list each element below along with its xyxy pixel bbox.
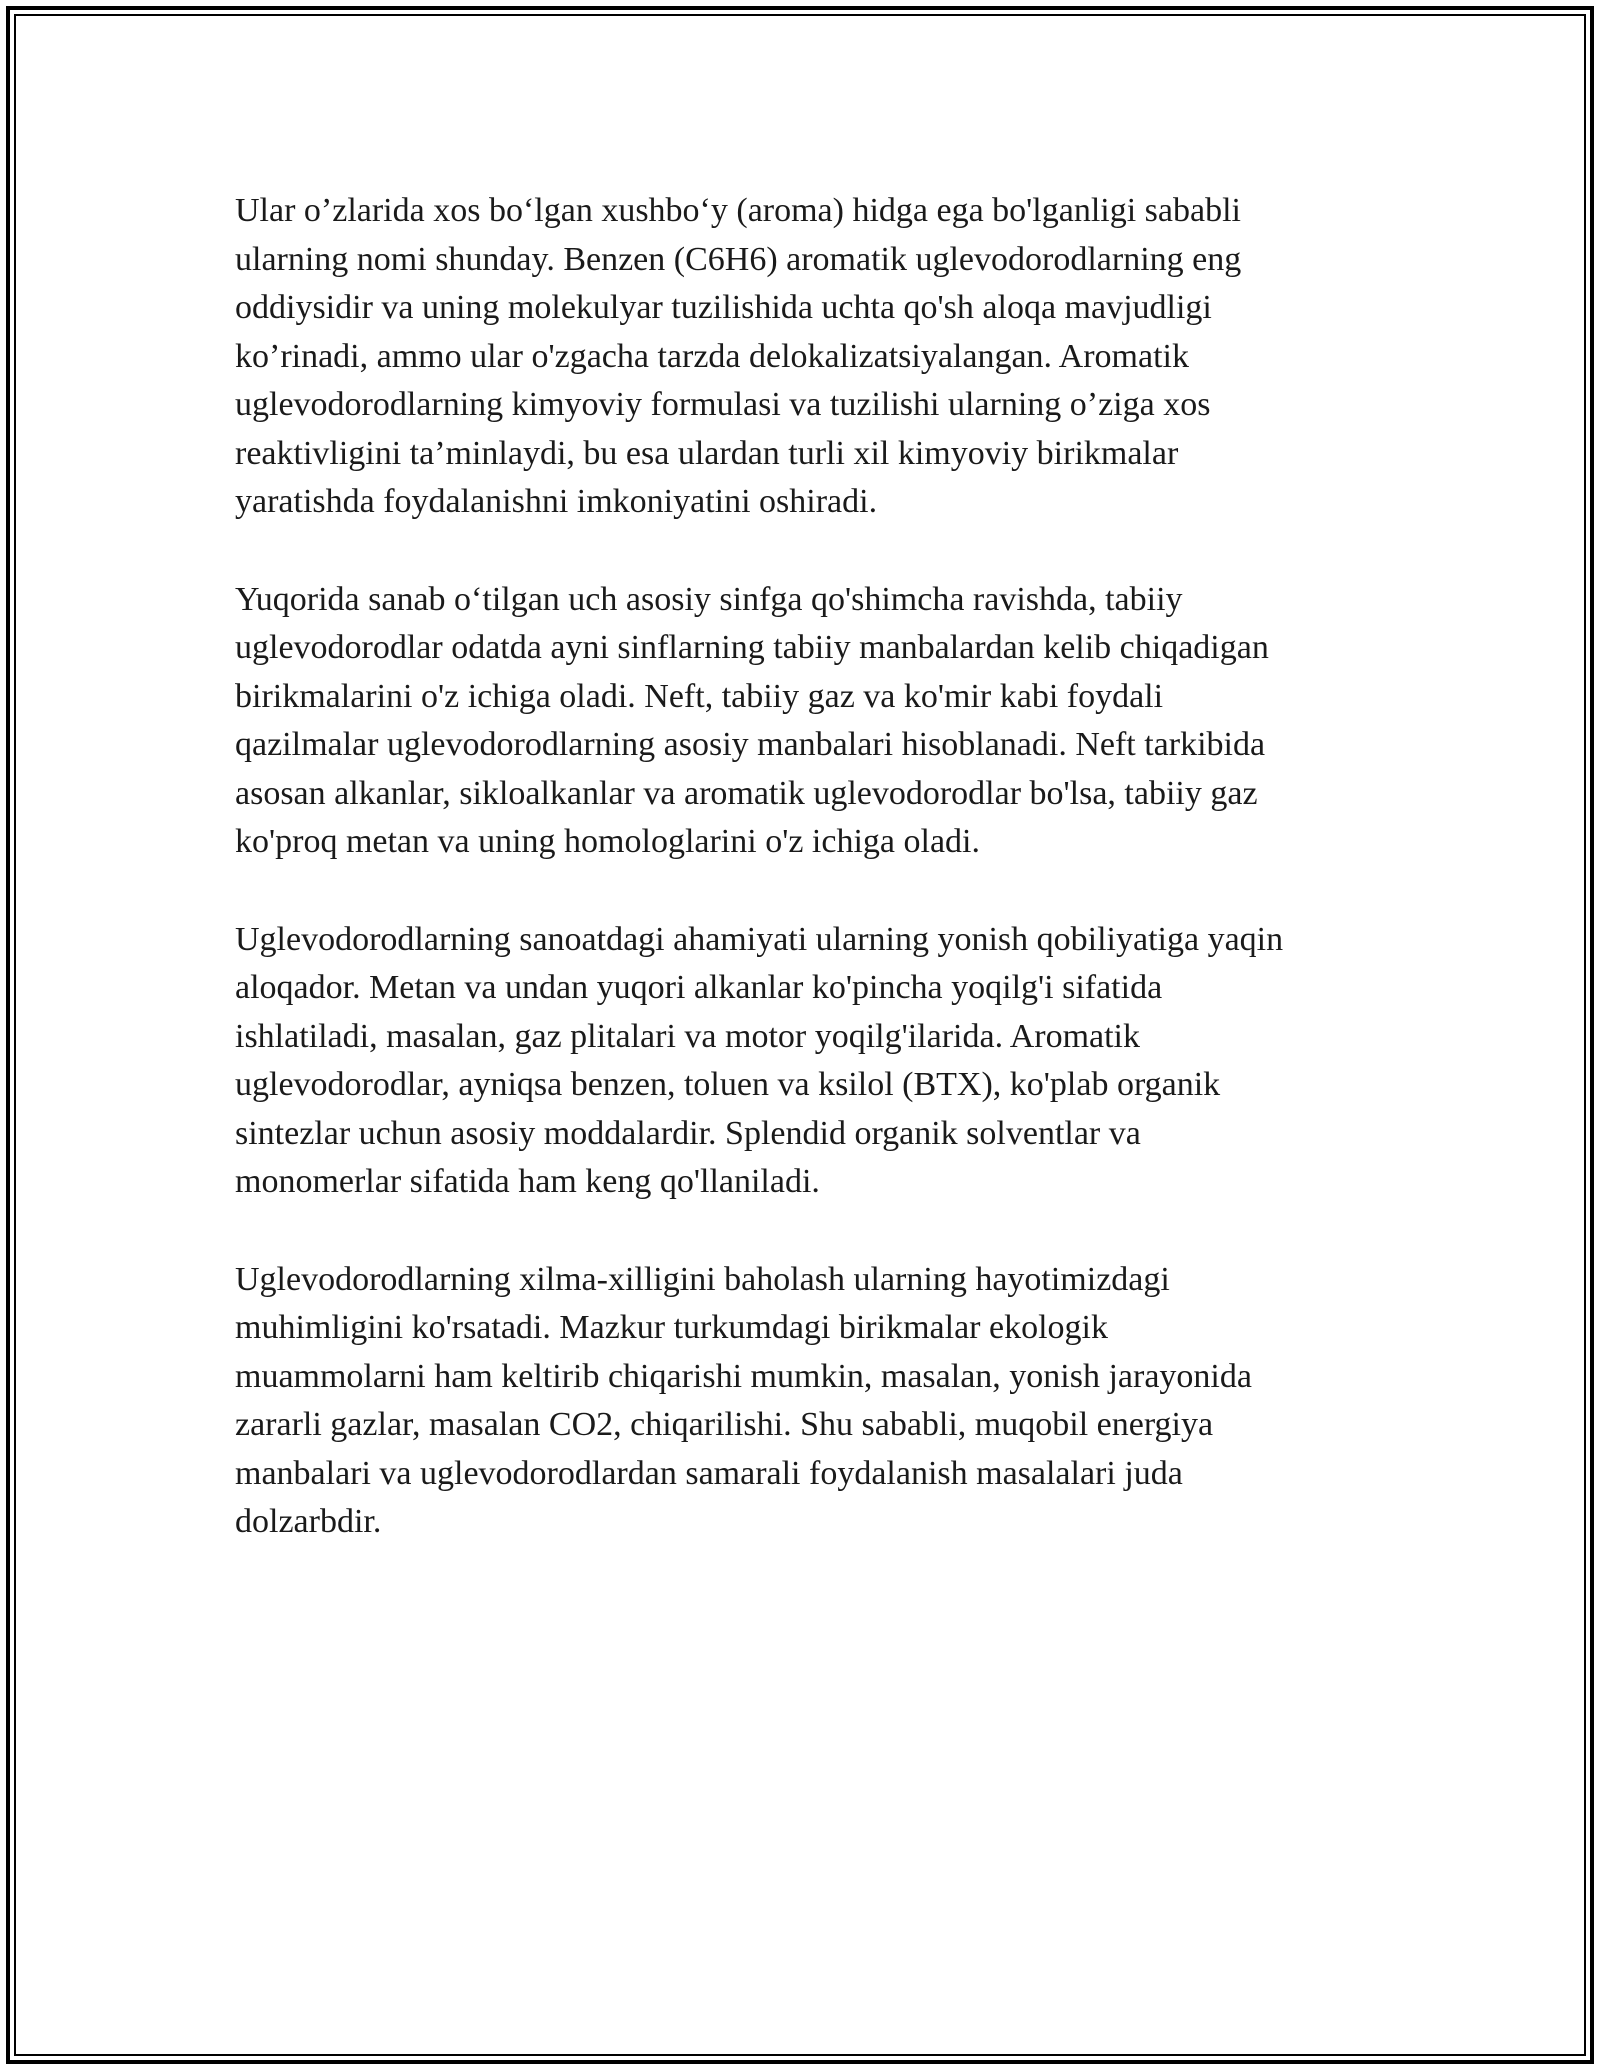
paragraph-natural-hydrocarbons: Yuqorida sanab o‘tilgan uch asosiy sinfga qo'shimcha ravishda, tabiiy uglevodorodlar odatda ayni sinflarning tabiiy manbalardan kelib chiqadigan birikmalarini o'z ichiga oladi. Neft, tabiiy gaz va ko'mir kabi foydali qazilmalar uglevodorodlarning asosiy manbalari hisoblanadi. Neft tarkibida asosan alkanlar, sikloalkanlar va aromatik uglevodorodlar bo'lsa, tabiiy gaz ko'proq metan va uning homologlarini o'z ichiga oladi. xyxy=(235,580,1269,860)
document-body xyxy=(235,187,1375,1596)
paragraph-environmental-issues: Uglevodorodlarning xilma-xilligini baholash ularning hayotimizdagi muhimligini ko'rsatadi. Mazkur turkumdagi birikmalar ekologik muammolarni ham keltirib chiqarishi mumkin, masalan, yonish jarayonida zararli gazlar, masalan CO2, chiqarilishi. Shu sababli, muqobil energiya manbalari va uglevodorodlardan samarali foydalanish masalalari juda dolzarbdir. xyxy=(235,1260,1252,1540)
paragraph-industrial-importance: Uglevodorodlarning sanoatdagi ahamiyati ularning yonish qobiliyatiga yaqin aloqador. Metan va undan yuqori alkanlar ko'pincha yoqilg'i sifatida ishlatiladi, masalan, gaz plitalari va motor yoqilg'ilarida. Aromatik uglevodorodlar, ayniqsa benzen, toluen va ksilol (BTX), ko'plab organik sintezlar uchun asosiy moddalardir. Splendid organik solventlar va monomerlar sifatida ham keng qo'llaniladi. xyxy=(235,920,1284,1200)
paragraph-aromatic-hydrocarbons: Ular o’zlarida xos bo‘lgan xushbo‘y (aroma) hidga ega bo'lganligi sababli ularning nomi shunday. Benzen (C6H6) aromatik uglevodorodlarning eng oddiysidir va uning molekulyar tuzilishida uchta qo'sh aloqa mavjudligi ko’rinadi, ammo ular o'zgacha tarzda delokalizatsiyalangan. Aromatik uglevodorodlarning kimyoviy formulasi va tuzilishi ularning o’ziga xos reaktivligini ta’minlaydi, bu esa ulardan turli xil kimyoviy birikmalar yaratishda foydalanishni imkoniyatini oshiradi. xyxy=(235,192,1242,520)
